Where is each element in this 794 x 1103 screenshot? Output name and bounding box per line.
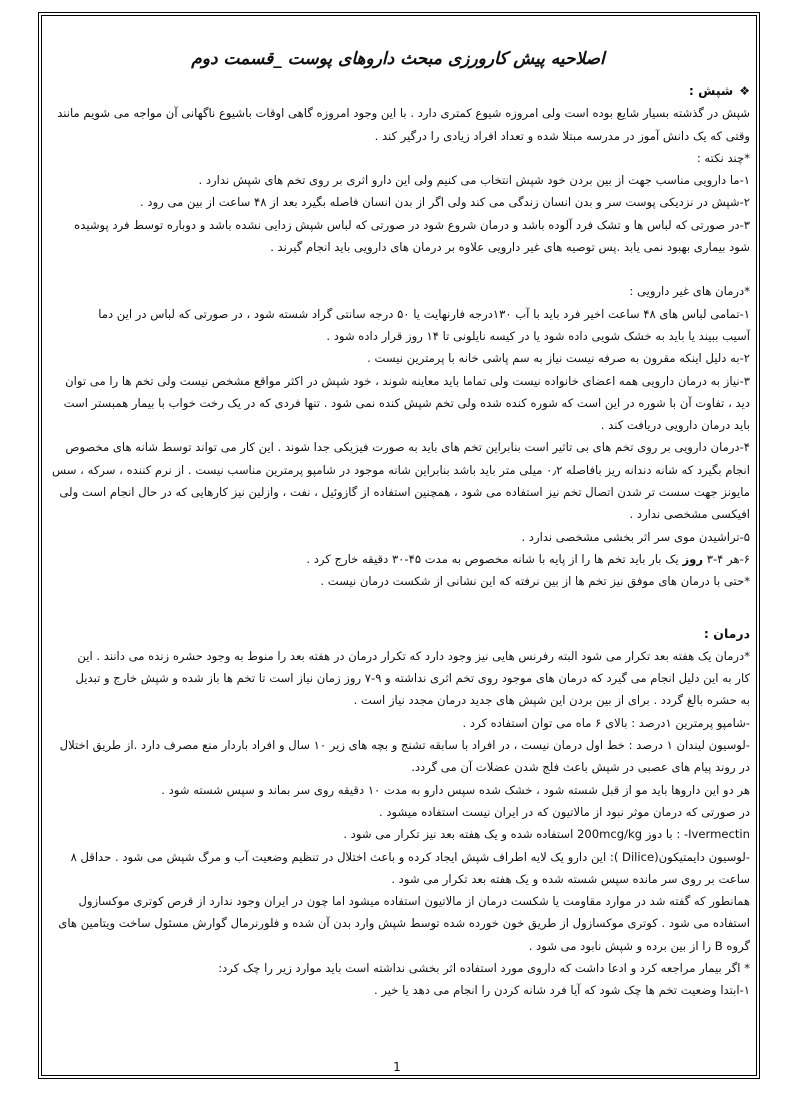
treatment-line: ساعت بر روی سر مانده سپس شسته شده و یک هفته بعد تکرار می شود . [391,871,750,886]
nondrug-line: ۵-تراشیدن موی سر اثر بخشی مشخصی ندارد . [521,529,750,544]
treatment-line: در روند پیام های عصبی در شپش باعث فلج شدن عضلات آن می گردد. [411,760,750,775]
lice-heading: ❖شپش : [688,83,750,98]
nondrug-line: ۳-نیاز به درمان دارویی همه اعضای خانواده نیست ولی تماما باید معاینه شوند ، خود شپش در اکثر مواقع مشخص نیست ولی تخم ها را می توان [65,373,750,388]
notes-title: *چند نکته : [696,150,750,165]
nondrug-line: ۲-به دلیل اینکه مقرون به صرفه نیست نیاز به سم پاشی خانه با پرمترین نیست . [367,351,750,366]
nondrug-line: ۴-درمان دارویی بر روی تخم های بی تاثیر است بنابراین تخم های باید به صورت فیزیکی جدا شوند . این کار می تواند توسط شانه های مخصوص [65,440,750,455]
nondrug-title: *درمان های غیر دارویی : [629,284,750,299]
page-number: 1 [393,1060,401,1074]
treatment-line: *درمان یک هفته بعد تکرار می شود البته رفرنس هایی نیز وجود دارد که تکرار درمان در هفته بعد را منوط به وجود حشره زنده می دانند . این [77,648,750,663]
nondrug-line-6: ۶-هر ۴-۳ روز یک بار باید تخم ها را از پایه با شانه مخصوص به مدت ۴۵-۳۰ دقیقه خارج کرد . [306,551,750,566]
treatment-line: -لوسیون لیندان ۱ درصد : خط اول درمان نیست ، در افراد با سابقه تشنج و بچه های زیر ۱۰ سال و افراد باردار منع مصرف دارد .از طریق اختلال [59,738,750,753]
ivermectin-line: -Ivermectin : با دوز 200mcg/kg استفاده شده و یک هفته بعد نیز تکرار می شود . [343,827,750,842]
treatment-line: -شامپو پرمترین ۱درصد : بالای ۶ ماه می توان استفاده کرد . [462,715,750,730]
document-title: اصلاحیه پیش کارورزی مبحث داروهای پوست _قسمت دوم [191,49,605,69]
treatment-line: استفاده می شود . کوتری موکسازول از طریق خون خورده شده توسط شپش وارد بدن آن شده و فلورنرمال گوارش مسئول ساخت ویتامین های [58,916,750,931]
note-line: ۱-ما دارویی مناسب جهت از بین بردن خود شپش انتخاب می کنیم ولی این دارو اثری بر روی تخم های شپش ندارد . [198,173,750,188]
treatment-line: * اگر بیمار مراجعه کرد و ادعا داشت که داروی مورد استفاده اثر بخشی نداشته است باید موارد زیر را چک کرد: [218,960,750,975]
treatment-heading: درمان : [703,625,750,641]
nondrug-line: دید ، تفاوت آن با شوره در این است که شوره کنده شده ولی تخم شپش کنده نمی شود . تنها فردی که در یک رخت خواب با بیمار همبستر است [63,395,750,410]
treatment-line: ۱-ابتدا وضعیت تخم ها چک شود که آیا فرد شانه کردن را انجام می دهد یا خیر . [373,983,750,998]
note-line: ۲-شپش در نزدیکی پوست سر و بدن انسان زندگی می کند ولی اگر از بدن انسان فاصله بگیرد بعد از ۴۸ ساعت از بین می رود . [140,195,750,210]
diamond-bullet-icon: ❖ [739,84,750,98]
treatment-line: کار به این دلیل انجام می گیرد که درمان های موجود روی تخم اثری نداشته و ۹-۷ روز زمان نیاز است تا تخم ها باز شده و شپش خارج و تبدیل [75,671,750,686]
nondrug-line: باید درمان دارویی دریافت کند . [600,418,750,433]
document-body [46,38,750,1002]
paragraph-line: وقتی که یک دانش آموز در مدرسه مبتلا شده و تعداد افراد زیادی را درگیر کند . [374,128,750,143]
dilice-line: -لوسیون دایمتیکون(Dilice ): این دارو یک لایه اطراف شپش ایجاد کرده و باعث اختلال در تنظیم وضعیت آب و مرگ شپش می شود . حداقل ۸ [70,849,750,864]
treatment-line: همانطور که گفته شد در موارد مقاومت یا شکست درمان از مالاتیون استفاده میشود اما چون در ایران وجود ندارد از قرص کوتری موکسازول [78,894,750,909]
nondrug-line: آسیب ببیند یا باید به خشک شویی داده شود یا در کیسه نایلونی تا ۱۴ روز قرار داده شود . [326,328,750,343]
nondrug-line: *حتی با درمان های موفق نیز تخم ها از بین نرفته که این نشانی از شکست درمان نیست . [320,574,750,589]
treatment-line: به حشره بالغ گردد . برای از بین بردن این شپش های جدید درمان مجدد نیاز است . [353,693,750,708]
note-line: شود بیماری بهبود نمی یابد .پس توصیه های غیر دارویی علاوه بر درمان های دارویی باید انجام گیرند . [270,240,750,255]
treatment-line: هر دو این داروها باید مو از قبل شسته شود ، خشک شده سپس دارو به مدت ۱۰ دقیقه روی سر بماند و سپس شسته شود . [161,782,750,797]
nondrug-line: انجام بگیرد که شانه دندانه ریز بافاصله ۰٫۲ میلی متر باید باشد بنابراین شانه موجود در شامپو پرمترین مناسب نیست . از نرم کننده ، سرکه ، سس [52,462,750,477]
nondrug-line: مایونز جهت سست تر شدن اتصال تخم نیز استفاده می شود ، همچنین استفاده از گازوئیل ، نفت ، وازلین نیز کارهایی که در حال انجام است ولی [59,485,750,500]
paragraph-line: شپش در گذشته بسیار شایع بوده است ولی امروزه شیوع کمتری دارد . با این وجود امروزه گاهی اوقات باشیوع ناگهانی آن مواجه می شویم مانند [57,106,750,121]
treatment-line: در صورتی که درمان موثر نبود از مالاتیون که در ایران نیست استفاده میشود . [378,804,750,819]
nondrug-line: افیکسی مشخصی ندارد . [629,507,750,522]
nondrug-line: ۱-تمامی لباس های ۴۸ ساعت اخیر فرد باید با آب ۱۳۰درجه فارنهایت یا ۵۰ درجه سانتی گراد شسته شود ، در صورتی که لباس در این دما [98,306,750,321]
note-line: ۳-در صورتی که لباس ها و تشک فرد آلوده باشد و درمان شروع شود در صورتی که لباس شپش زدایی نشده باشد و دوباره توسط فرد پوشیده [74,217,750,232]
vitamin-b-line: گروه B را از بین برده و شپش نابود می شود . [528,938,750,953]
